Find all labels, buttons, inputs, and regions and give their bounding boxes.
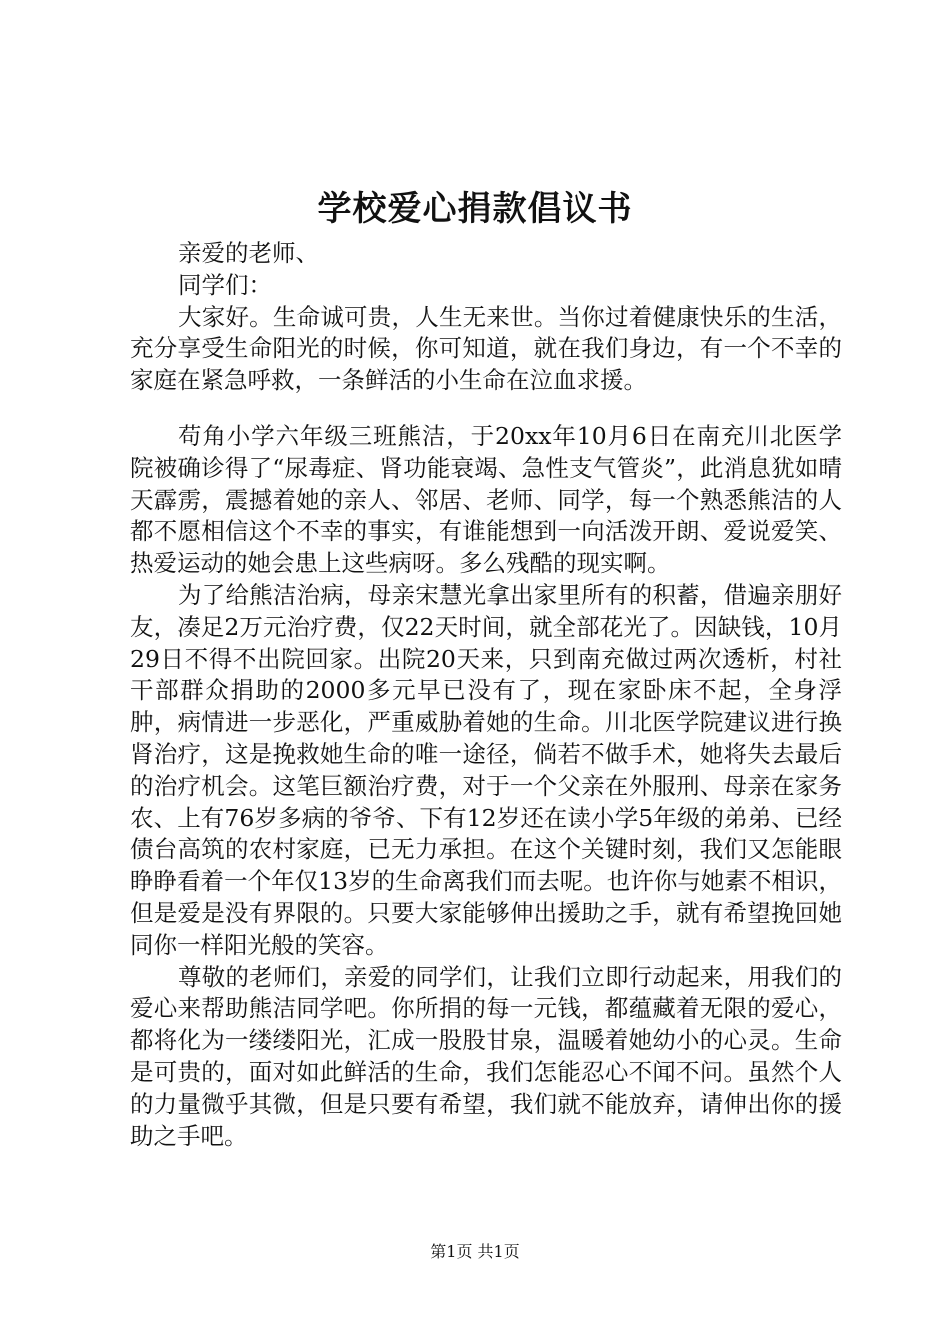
- page-footer: 第1页 共1页: [430, 1242, 520, 1261]
- document-title: 学校爱心捐款倡议书: [317, 189, 633, 229]
- paragraph-appeal: 尊敬的老师们，亲爱的同学们，让我们立即行动起来，用我们的爱心来帮助熊洁同学吧。你所捐的每一元钱，都蕴藏着无限的爱心，都将化为一缕缕阳光，汇成一股股甘泉，温暖着她幼小的心灵。生命是可贵的，面对如此鲜活的生命，我们怎能忍心不闻不问。虽然个人的力量微乎其微，但是只要有希望，我们就不能放弃，请伸出你的援助之手吧。: [130, 962, 842, 1150]
- salutation-line-2: 同学们：: [178, 270, 272, 299]
- paragraph-treatment: 为了给熊洁治病，母亲宋慧光拿出家里所有的积蓄，借遍亲朋好友，凑足2万元治疗费，仅22天时间，就全部花光了。因缺钱，10月29日不得不出院回家。出院20天来，只到南充做过两次透析，村社干部群众捐助的2000多元早已没有了，现在家卧床不起，全身浮肿，病情进一步恶化，严重威胁着她的生命。川北医学院建议进行换肾治疗，这是挽救她生命的唯一途径，倘若不做手术，她将失去最后的治疗机会。这笔巨额治疗费，对于一个父亲在外服刑、母亲在家务农、上有76岁多病的爷爷、下有12岁还在读小学5年级的弟弟、已经债台高筑的农村家庭，已无力承担。在这个关键时刻，我们又怎能眼睁睁看着一个年仅13岁的生命离我们而去呢。也许你与她素不相识，但是爱是没有界限的。只要大家能够伸出援助之手，就有希望挽回她同你一样阳光般的笑容。: [130, 580, 842, 959]
- document-body: [130, 238, 842, 1152]
- salutation-line-1: 亲爱的老师、: [178, 239, 319, 267]
- paragraph-greeting: 大家好。生命诚可贵，人生无来世。当你过着健康快乐的生活，充分享受生命阳光的时候，你可知道，就在我们身边，有一个不幸的家庭在紧急呼救，一条鲜活的小生命在泣血求援。: [130, 302, 842, 395]
- paragraph-diagnosis: 苟角小学六年级三班熊洁，于20xx年10月6日在南充川北医学院被确诊得了“尿毒症、肾功能衰竭、急性支气管炎”，此消息犹如晴天霹雳，震撼着她的亲人、邻居、老师、同学，每一个熟悉熊洁的人都不愿相信这个不幸的事实，有谁能想到一向活泼开朗、爱说爱笑、热爱运动的她会患上这些病呀。多么残酷的现实啊。: [130, 421, 842, 578]
